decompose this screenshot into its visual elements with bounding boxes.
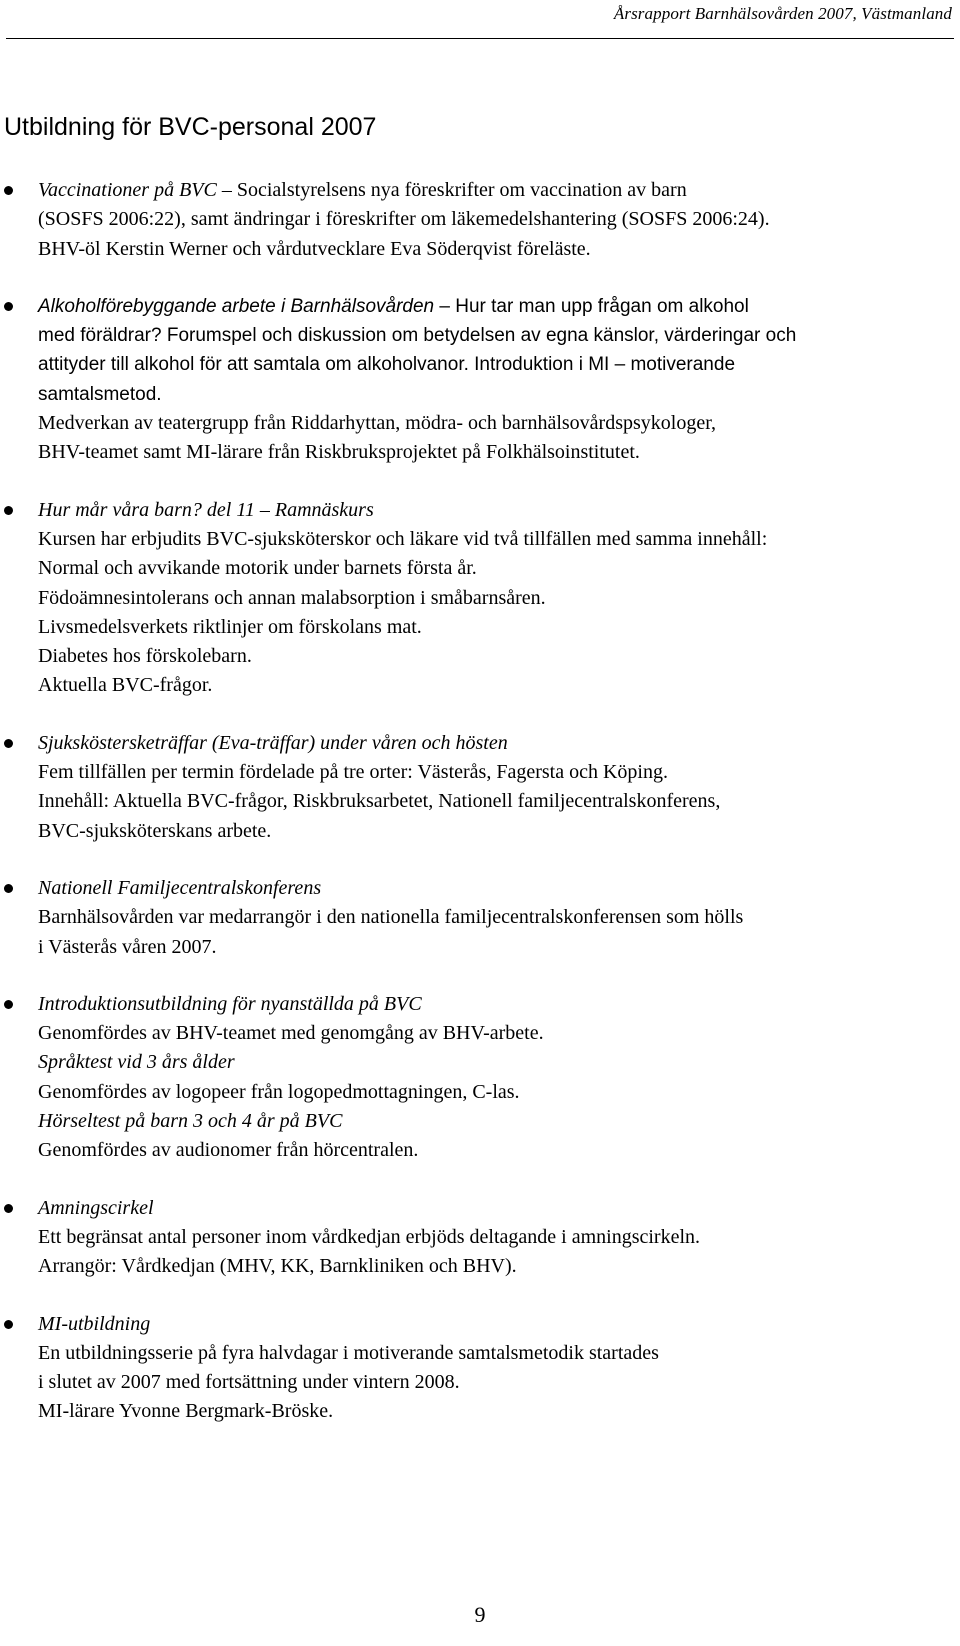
item-title: Vaccinationer på BVC [38,179,217,201]
list-item [0,1310,960,1427]
bullet-dot [4,1000,13,1009]
item-text: – Socialstyrelsens nya föreskrifter om vaccination av barn [216,179,687,201]
text-line: BHV-öl Kerstin Werner och vårdutvecklare Eva Söderqvist föreläste. [38,237,591,260]
text-line: samtalsmetod. [38,383,162,405]
item-title: MI-utbildning [38,1312,151,1335]
list-item [0,176,960,264]
list-item [0,990,960,1166]
text-line [38,176,960,205]
item-title: Nationell Familjecentralskonferens [38,876,322,899]
text-line [38,292,960,321]
section-heading: Utbildning för BVC-personal 2007 [4,113,377,141]
text-line: Födoämnesintolerans och annan malabsorption i småbarnsåren. [38,586,546,609]
text-line: Fem tillfällen per termin fördelade på tre orter: Västerås, Fagersta och Köping. [38,761,668,784]
text-line: i slutet av 2007 med fortsättning under vintern 2008. [38,1371,460,1394]
text-line: MI-lärare Yvonne Bergmark-Bröske. [38,1400,334,1423]
text-line: Livsmedelsverkets riktlinjer om förskolans mat. [38,615,422,638]
page-number: 9 [474,1602,486,1627]
item-title: Sjuksköstersketräffar (Eva-träffar) under våren och hösten [38,731,508,754]
text-line: Diabetes hos förskolebarn. [38,645,252,668]
text-line: Genomfördes av logopeer från logopedmottagningen, C-las. [38,1080,520,1103]
text-line: Medverkan av teatergrupp från Riddarhyttan, mödra- och barnhälsovårdspsykologer, [38,412,717,435]
text-line: Normal och avvikande motorik under barnets första år. [38,557,477,580]
list-item [0,496,960,701]
bullet-list [0,176,960,1427]
text-line: (SOSFS 2006:22), samt ändringar i föreskrifter om läkemedelshantering (SOSFS 2006:24). [38,208,770,231]
item-title: Amningscirkel [38,1196,154,1219]
list-item [0,1194,960,1282]
item-title: Hur mår våra barn? del 11 – Ramnäskurs [38,498,374,521]
text-line: Kursen har erbjudits BVC-sjuksköterskor och läkare vid två tillfällen med samma innehåll: [38,527,768,550]
bullet-dot [4,186,13,195]
item-subtitle: Språktest vid 3 års ålder [38,1051,235,1074]
item-subtitle: Hörseltest på barn 3 och 4 år på BVC [38,1110,343,1133]
bullet-dot [4,506,13,515]
text-line: attityder till alkohol för att samtala om alkoholvanor. Introduktion i MI – motiverande [38,354,736,376]
text-line: Ett begränsat antal personer inom vårdkedjan erbjöds deltagande i amningscirkeln. [38,1225,701,1248]
list-item [0,292,960,468]
text-line: Arrangör: Vårdkedjan (MHV, KK, Barnkliniken och BHV). [38,1255,517,1278]
text-line: med föräldrar? Forumspel och diskussion om betydelsen av egna känslor, värderingar och [38,325,797,347]
text-line: Barnhälsovården var medarrangör i den nationella familjecentralskonferensen som hölls [38,906,744,929]
item-text: – Hur tar man upp frågan om alkohol [434,295,749,317]
bullet-dot [4,302,13,311]
text-line: BHV-teamet samt MI-lärare från Riskbruksprojektet på Folkhälsoinstitutet. [38,441,640,464]
item-title: Alkoholförebyggande arbete i Barnhälsovården [38,295,435,317]
bullet-dot [4,884,13,893]
bullet-dot [4,1320,13,1329]
text-line: Innehåll: Aktuella BVC-frågor, Riskbruksarbetet, Nationell familjecentralskonferens, [38,790,721,813]
list-item [0,729,960,846]
text-line: Genomfördes av audionomer från hörcentralen. [38,1139,419,1162]
text-line: Aktuella BVC-frågor. [38,674,213,697]
bullet-dot [4,1204,13,1213]
list-item [0,874,960,962]
text-line: i Västerås våren 2007. [38,935,217,958]
item-title: Introduktionsutbildning för nyanställda på BVC [38,992,422,1015]
running-title: Årsrapport Barnhälsovården 2007, Västmanland [613,4,952,23]
text-line: En utbildningsserie på fyra halvdagar i motiverande samtalsmetodik startades [38,1341,659,1364]
text-line: BVC-sjuksköterskans arbete. [38,819,272,842]
header-divider [6,38,954,39]
text-line: Genomfördes av BHV-teamet med genomgång av BHV-arbete. [38,1022,544,1045]
bullet-dot [4,739,13,748]
